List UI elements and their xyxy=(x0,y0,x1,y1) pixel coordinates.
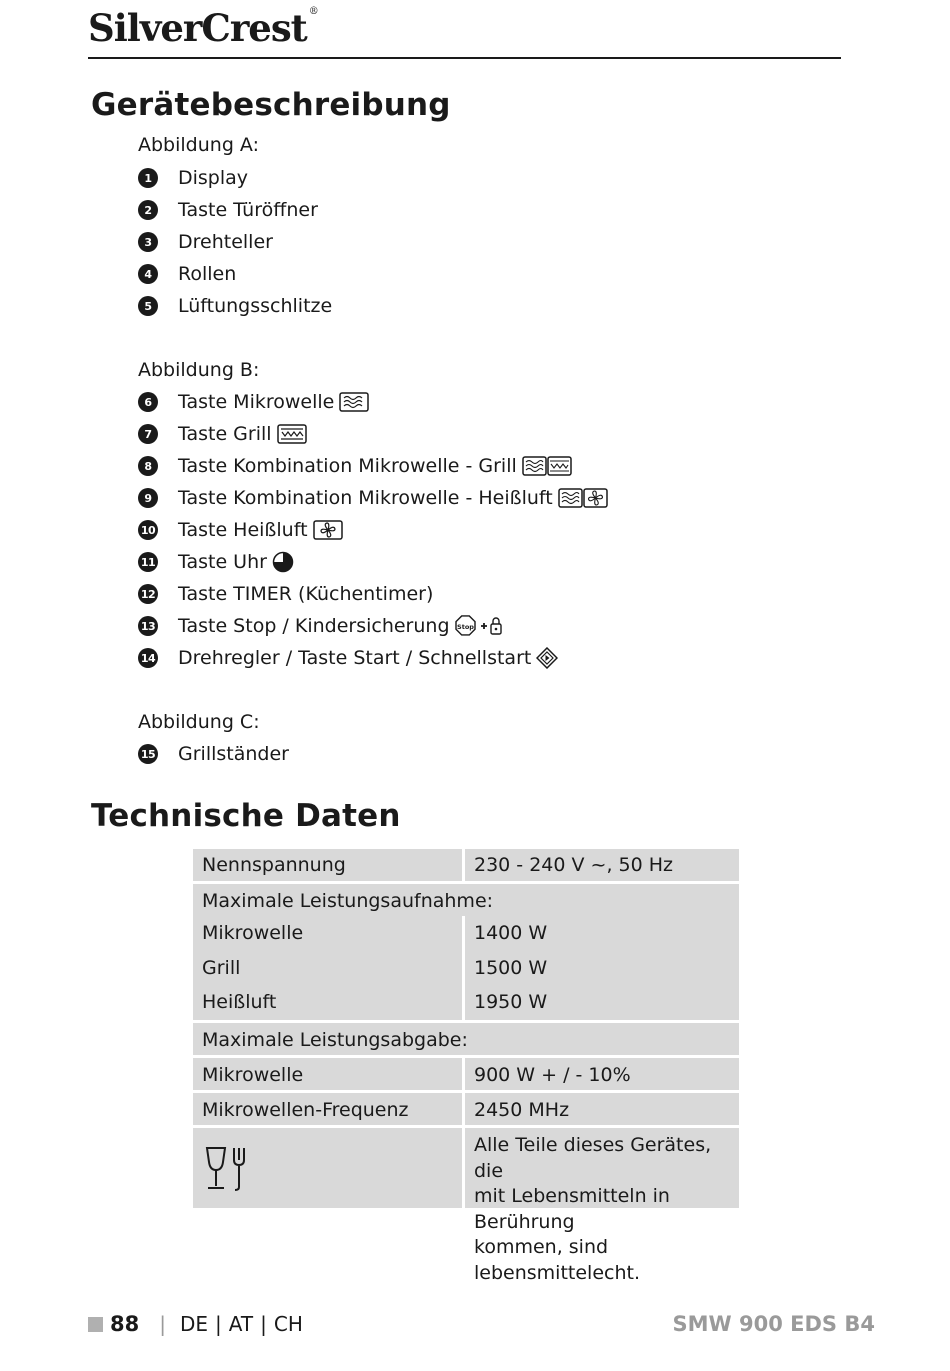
food-safe-line: Alle Teile dieses Gerätes, die xyxy=(474,1134,712,1182)
food-safe-line: kommen, sind lebensmittelecht. xyxy=(474,1236,640,1284)
item-number: 14 xyxy=(138,648,158,668)
country-code: AT xyxy=(228,1312,254,1336)
food-safe-icon-cell xyxy=(193,1128,465,1208)
table-cell-values xyxy=(465,916,739,1020)
list-item xyxy=(138,614,503,638)
item-number: 1 xyxy=(138,168,158,188)
item-label: Taste Uhr xyxy=(178,551,267,573)
table-cell-labels xyxy=(193,916,465,1020)
table-cell-value: 1400 W xyxy=(474,922,548,944)
list-item xyxy=(138,166,248,190)
item-number: 6 xyxy=(138,392,158,412)
food-safe-line: mit Lebensmitteln in Berührung xyxy=(474,1185,670,1233)
table-row-group xyxy=(193,916,739,1020)
list-item xyxy=(138,550,294,574)
item-number: 3 xyxy=(138,232,158,252)
item-number: 11 xyxy=(138,552,158,572)
table-row xyxy=(193,1055,739,1090)
list-item xyxy=(138,582,433,606)
item-label: Taste Heißluft xyxy=(178,519,308,541)
brand-text: SilverCrest xyxy=(88,6,307,50)
country-code: CH xyxy=(273,1312,303,1336)
list-item xyxy=(138,230,273,254)
start-diamond-icon xyxy=(536,647,558,669)
item-label: Taste Mikrowelle xyxy=(178,391,335,413)
table-row xyxy=(193,1020,739,1055)
list-item xyxy=(138,486,608,510)
item-number: 12 xyxy=(138,584,158,604)
stop-lock-icon xyxy=(455,615,503,637)
table-cell-label: Mikrowelle xyxy=(193,1058,465,1090)
table-row xyxy=(193,1125,739,1284)
registered-mark: ® xyxy=(308,5,318,17)
item-label: Taste Kombination Mikrowelle - Grill xyxy=(178,455,517,477)
list-item xyxy=(138,454,572,478)
item-number: 4 xyxy=(138,264,158,284)
item-label: Taste Stop / Kindersicherung xyxy=(178,615,450,637)
divider: | xyxy=(159,1312,166,1336)
item-label: Grillständer xyxy=(178,743,289,765)
item-number: 5 xyxy=(138,296,158,316)
list-item xyxy=(138,390,369,414)
list-item xyxy=(138,742,289,766)
brand-logo xyxy=(88,6,318,50)
microwave-icon xyxy=(339,392,369,412)
item-label: Lüftungsschlitze xyxy=(178,295,333,317)
item-number: 15 xyxy=(138,744,158,764)
grill-icon xyxy=(277,424,307,444)
figure-a-label: Abbildung A: xyxy=(138,134,259,156)
item-label: Taste TIMER (Küchentimer) xyxy=(178,583,434,605)
tech-data-table xyxy=(193,849,739,1284)
table-cell-heading: Maximale Leistungsabgabe: xyxy=(202,1029,468,1051)
page-number: 88 xyxy=(110,1312,140,1336)
figure-b-label: Abbildung B: xyxy=(138,359,260,381)
divider: | xyxy=(215,1312,222,1336)
table-cell-value: 1500 W xyxy=(474,956,548,979)
table-cell-label: Grill xyxy=(202,956,241,979)
item-number: 9 xyxy=(138,488,158,508)
item-number: 10 xyxy=(138,520,158,540)
table-cell-value: 230 - 240 V ~, 50 Hz xyxy=(474,854,674,876)
list-item xyxy=(138,646,558,670)
clock-icon xyxy=(272,551,294,573)
list-item xyxy=(138,294,332,318)
item-label: Rollen xyxy=(178,263,237,285)
footer-square-icon xyxy=(88,1317,103,1332)
section-title-tech-data: Technische Daten xyxy=(91,798,401,834)
item-label: Taste Türöffner xyxy=(178,199,318,221)
table-cell-label: Heißluft xyxy=(202,991,277,1013)
table-row xyxy=(193,849,739,881)
item-label: Taste Grill xyxy=(178,423,272,445)
item-number: 8 xyxy=(138,456,158,476)
table-cell-label: Mikrowelle xyxy=(202,922,304,944)
item-number: 13 xyxy=(138,616,158,636)
table-cell-value: 900 W + / - 10% xyxy=(474,1064,631,1086)
divider: | xyxy=(260,1312,267,1336)
item-number: 2 xyxy=(138,200,158,220)
country-code: DE xyxy=(179,1312,209,1336)
list-item xyxy=(138,422,307,446)
microwave-hotair-icon xyxy=(558,488,608,508)
table-row xyxy=(193,1090,739,1125)
section-title-description: Gerätebeschreibung xyxy=(91,87,451,123)
glass-fork-icon xyxy=(204,1146,248,1192)
item-number: 7 xyxy=(138,424,158,444)
item-label: Display xyxy=(178,167,249,189)
figure-c-label: Abbildung C: xyxy=(138,711,260,733)
header-rule xyxy=(88,57,841,59)
list-item xyxy=(138,198,318,222)
food-safe-text xyxy=(465,1128,739,1284)
table-cell-heading: Maximale Leistungsaufnahme: xyxy=(202,890,494,912)
hotair-fan-icon xyxy=(313,520,343,540)
item-label: Taste Kombination Mikrowelle - Heißluft xyxy=(178,487,553,509)
list-item xyxy=(138,518,343,542)
footer-left xyxy=(88,1309,303,1339)
table-row xyxy=(193,881,739,916)
table-cell-value: 1950 W xyxy=(474,991,548,1013)
model-number: SMW 900 EDS B4 xyxy=(672,1312,875,1336)
microwave-grill-icon xyxy=(522,456,572,476)
table-cell-value: 2450 MHz xyxy=(474,1099,570,1121)
item-label: Drehteller xyxy=(178,231,273,253)
list-item xyxy=(138,262,236,286)
table-cell-label: Mikrowellen-Frequenz xyxy=(193,1093,465,1125)
table-cell-label: Nennspannung xyxy=(193,849,465,881)
stop-icon-text: Stop xyxy=(456,623,474,631)
item-label: Drehregler / Taste Start / Schnellstart xyxy=(178,647,532,669)
